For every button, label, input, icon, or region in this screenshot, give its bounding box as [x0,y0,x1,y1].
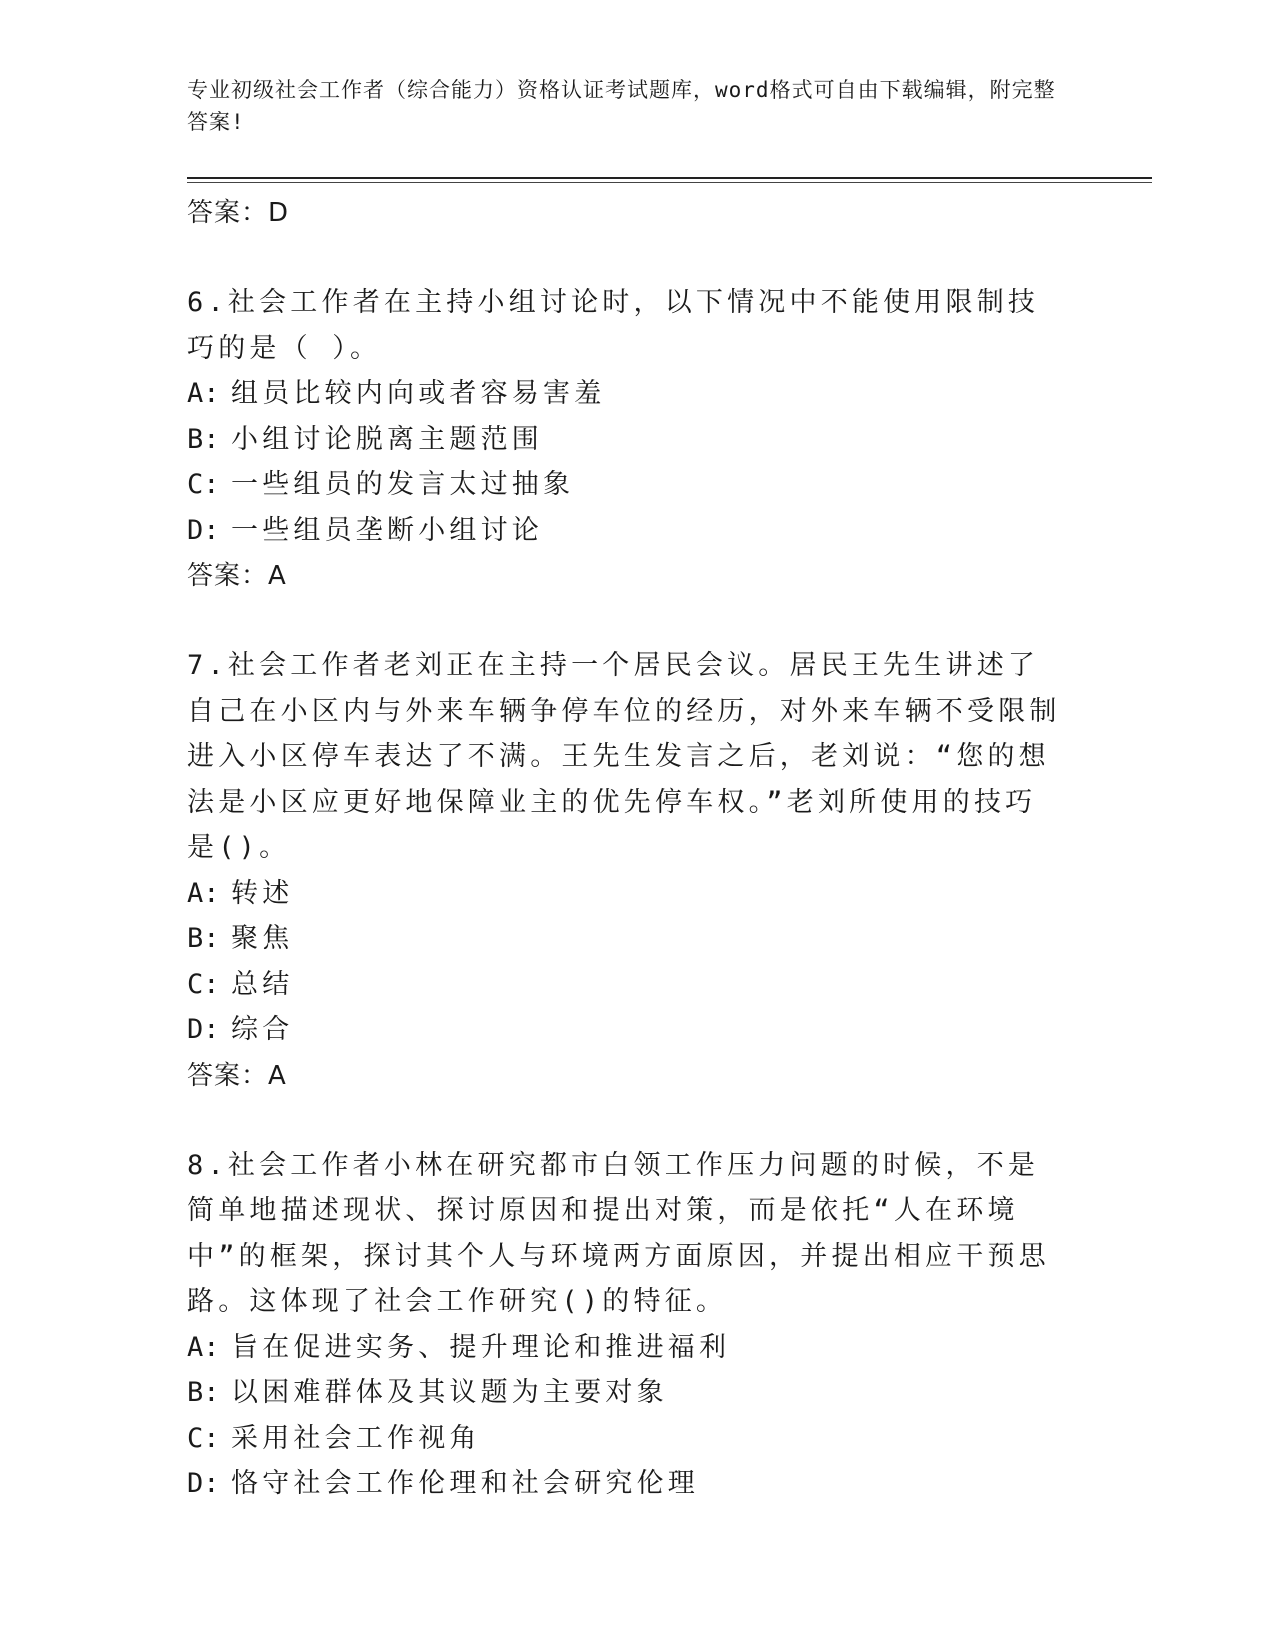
question-block [187,643,1067,1099]
option-d [187,1461,1067,1507]
header-divider [187,177,1152,179]
option-a [187,371,1067,417]
question-stem: 7.社会工作者老刘正在主持一个居民会议。居民王先生讲述了自己在小区内与外来车辆争停车位的经历，对外来车辆不受限制进入小区停车表达了不满。王先生发言之后，老刘说：“您的想法是小区应更好地保障业主的优先停车权。”老刘所使用的技巧是()。 [187,650,1061,863]
option-c [187,962,1067,1008]
option-key: D: [187,514,220,546]
option-key: C: [187,1422,220,1454]
option-text: 综合 [231,1014,294,1045]
option-b [187,916,1067,962]
question-stem: 6.社会工作者在主持小组讨论时，以下情况中不能使用限制技巧的是（ ）。 [187,287,1040,364]
answer-line: 答案：A [187,561,287,591]
option-key: B: [187,423,220,455]
question-stem: 8.社会工作者小林在研究都市白领工作压力问题的时候，不是简单地描述现状、探讨原因和提出对策，而是依托“人在环境中”的框架，探讨其个人与环境两方面原因，并提出相应干预思路。这体现了社会工作研究()的特征。 [187,1149,1050,1317]
option-c [187,1416,1067,1462]
document-header [187,74,1067,138]
option-text: 聚焦 [231,923,294,954]
option-text: 旨在促进实务、提升理论和推进福利 [231,1331,731,1363]
option-text: 总结 [231,968,294,1000]
document-body [187,190,1067,1507]
option-text: 采用社会工作视角 [231,1422,481,1454]
option-b [187,417,1067,463]
option-text: 转述 [231,877,294,909]
option-key: C: [187,469,220,500]
option-c [187,462,1067,508]
option-a [187,1325,1067,1371]
option-key: A: [187,1331,220,1363]
option-text: 小组讨论脱离主题范围 [231,423,543,455]
answer-line: 答案：A [187,1060,287,1091]
answer-line: 答案：D [187,198,290,228]
header-divider-thin [187,182,1152,183]
option-key: B: [187,1377,220,1408]
option-text: 恪守社会工作伦理和社会研究伦理 [231,1468,699,1499]
option-text: 以困难群体及其议题为主要对象 [231,1377,668,1408]
option-key: D: [187,1014,220,1045]
option-d [187,508,1067,554]
option-key: A: [187,378,220,409]
option-b [187,1370,1067,1416]
question-block [187,1143,1067,1507]
option-key: A: [187,877,220,909]
option-text: 组员比较内向或者容易害羞 [231,378,606,409]
option-a [187,871,1067,917]
option-key: C: [187,968,220,1000]
option-text: 一些组员垄断小组讨论 [231,514,543,546]
option-d [187,1007,1067,1053]
option-key: B: [187,923,220,954]
option-key: D: [187,1468,220,1499]
option-text: 一些组员的发言太过抽象 [231,469,575,500]
header-title: 专业初级社会工作者（综合能力）资格认证考试题库，word格式可自由下载编辑，附完整答案! [187,78,1056,134]
question-block [187,280,1067,599]
